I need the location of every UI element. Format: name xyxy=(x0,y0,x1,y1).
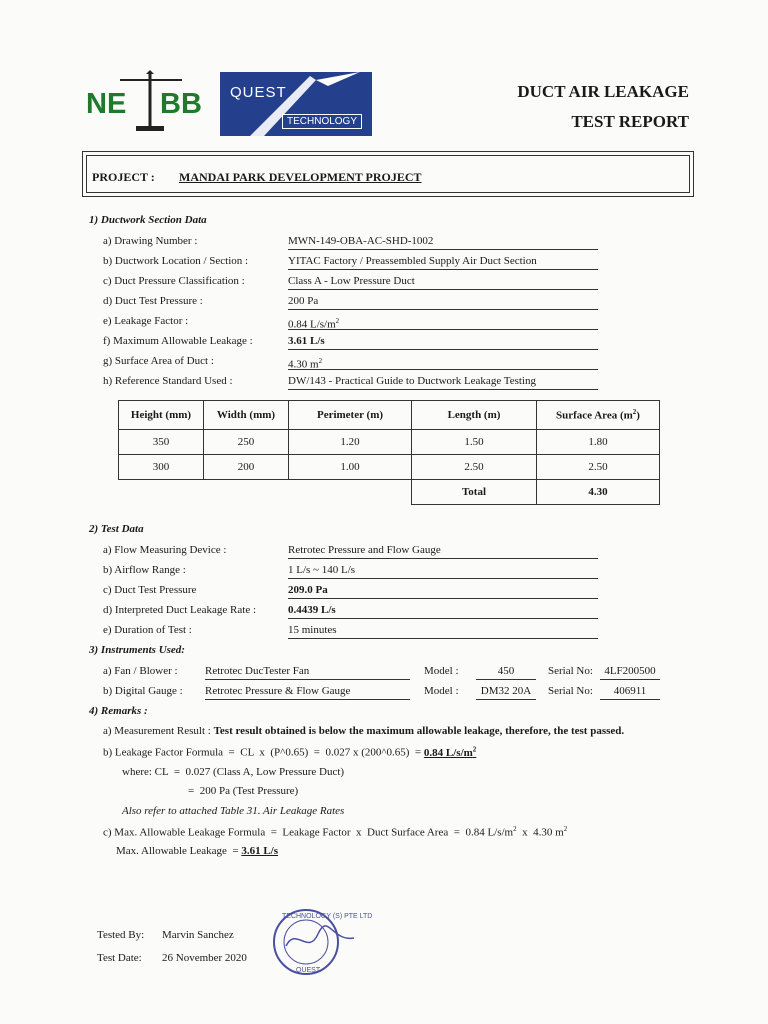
fan-model-value: 450 xyxy=(476,664,536,680)
section3-heading: 3) Instruments Used: xyxy=(89,644,185,656)
table-row xyxy=(119,455,660,480)
duct-location-value: YITAC Factory / Preassembled Supply Air Duct Section xyxy=(288,254,598,270)
leakage-factor-formula: b) Leakage Factor Formula = CL x (P^0.65) = 0.027 x (200^0.65) = 0.84 $L/s/m^2$ xyxy=(103,745,477,759)
max-leakage-label: f) Maximum Allowable Leakage : xyxy=(103,335,253,347)
table-cell: 300 xyxy=(119,455,204,480)
table-cell: 1.80 xyxy=(537,430,660,455)
gauge-value: Retrotec Pressure & Flow Gauge xyxy=(205,684,410,700)
col-surface-area: Surface Area $(m^2)$ xyxy=(537,401,660,430)
tested-by-value: Marvin Sanchez xyxy=(162,929,234,941)
technology-logo-word: TECHNOLOGY xyxy=(282,114,362,129)
total-value: 4.30 xyxy=(537,480,660,505)
test-date-value: 26 November 2020 xyxy=(162,952,247,964)
flow-device-value: Retrotec Pressure and Flow Gauge xyxy=(288,543,598,559)
test-pressure-label: d) Duct Test Pressure : xyxy=(103,295,203,307)
gauge-serial-label: Serial No: xyxy=(548,685,593,697)
airflow-range-value: 1 L/s ~ 140 L/s xyxy=(288,563,598,579)
measurement-result: a) Measurement Result : Test result obtained is below the maximum allowable leakage, therefore, the test passed. xyxy=(103,725,625,737)
section4-heading: 4) Remarks : xyxy=(89,705,148,717)
gauge-model-label: Model : xyxy=(424,685,459,697)
total-label: Total xyxy=(412,480,537,505)
airflow-range-label: b) Airflow Range : xyxy=(103,564,186,576)
duct-test-pressure-label: c) Duct Test Pressure xyxy=(103,584,197,596)
surface-area-table xyxy=(118,400,660,505)
leakage-factor-label: e) Leakage Factor : xyxy=(103,315,189,327)
table-cell: 1.50 xyxy=(412,430,537,455)
fan-model-label: Model : xyxy=(424,665,459,677)
project-label: PROJECT : xyxy=(92,170,155,184)
project-name: MANDAI PARK DEVELOPMENT PROJECT xyxy=(179,170,422,184)
leakage-rate-label: d) Interpreted Duct Leakage Rate : xyxy=(103,604,257,616)
table-cell: 2.50 xyxy=(412,455,537,480)
where-pressure: = 200 Pa (Test Pressure) xyxy=(188,785,299,797)
max-leakage-value: 3.61 L/s xyxy=(288,334,598,350)
reference-standard-value: DW/143 - Practical Guide to Ductwork Leakage Testing xyxy=(288,374,598,390)
stamp-text-top: TECHNOLOGY (S) PTE LTD xyxy=(282,913,373,920)
duration-value: 15 minutes xyxy=(288,623,598,639)
report-title-line2: TEST REPORT xyxy=(571,112,689,131)
flow-device-label: a) Flow Measuring Device : xyxy=(103,544,227,556)
gauge-model-value: DM32 20A xyxy=(476,684,536,700)
drawing-number-value: MWN-149-OBA-AC-SHD-1002 xyxy=(288,234,598,250)
report-title-line1: DUCT AIR LEAKAGE xyxy=(517,82,689,101)
fan-value: Retrotec DucTester Fan xyxy=(205,664,410,680)
max-leakage-formula: c) Max. Allowable Leakage Formula = Leakage Factor x Duct Surface Area = 0.84 $L/s/m^2$ x 4.30 $m^2$ xyxy=(103,825,568,839)
fan-serial-label: Serial No: xyxy=(548,665,593,677)
section1-heading: 1) Ductwork Section Data xyxy=(89,214,207,226)
table-cell: 350 xyxy=(119,430,204,455)
table-cell: 2.50 xyxy=(537,455,660,480)
table-cell: 250 xyxy=(204,430,289,455)
gauge-label: b) Digital Gauge : xyxy=(103,685,183,697)
quest-logo-word: QUEST xyxy=(230,84,287,101)
col-width: Width (mm) xyxy=(204,401,289,430)
col-height: Height (mm) xyxy=(119,401,204,430)
section2-heading: 2) Test Data xyxy=(89,523,144,535)
pressure-class-label: c) Duct Pressure Classification : xyxy=(103,275,245,287)
drawing-number-label: a) Drawing Number : xyxy=(103,235,198,247)
where-cl: where: CL = 0.027 (Class A, Low Pressure Duct) xyxy=(122,766,345,778)
company-stamp xyxy=(262,904,373,984)
leakage-factor-value: 0.84 $L/s/m^2$ xyxy=(288,314,598,330)
fan-serial-value: 4LF200500 xyxy=(600,664,660,680)
nebb-logo-text-left: NE xyxy=(86,88,127,120)
table-cell: 1.00 xyxy=(289,455,412,480)
gauge-serial-value: 406911 xyxy=(600,684,660,700)
reference-standard-label: h) Reference Standard Used : xyxy=(103,375,233,387)
col-perimeter: Perimeter (m) xyxy=(289,401,412,430)
max-leakage-result: Max. Allowable Leakage = 3.61 L/s xyxy=(116,845,279,857)
table-row xyxy=(119,430,660,455)
surface-area-value: 4.30 $m^2$ xyxy=(288,354,598,370)
nebb-logo xyxy=(86,70,214,134)
table-cell: 1.20 xyxy=(289,430,412,455)
leakage-rate-value: 0.4439 L/s xyxy=(288,603,598,619)
also-refer-note: Also refer to attached Table 31. Air Leakage Rates xyxy=(122,805,345,817)
stamp-text-bottom: QUEST xyxy=(296,967,321,974)
fan-label: a) Fan / Blower : xyxy=(103,665,178,677)
duct-location-label: b) Ductwork Location / Section : xyxy=(103,255,249,267)
quest-technology-logo xyxy=(220,72,372,136)
test-pressure-value: 200 Pa xyxy=(288,294,598,310)
table-header-row xyxy=(119,401,660,430)
test-date-label: Test Date: xyxy=(97,952,142,964)
duct-test-pressure-value: 209.0 Pa xyxy=(288,583,598,599)
pressure-class-value: Class A - Low Pressure Duct xyxy=(288,274,598,290)
col-length: Length (m) xyxy=(412,401,537,430)
tested-by-label: Tested By: xyxy=(97,929,145,941)
surface-area-label: g) Surface Area of Duct : xyxy=(103,355,214,367)
stamp-icon xyxy=(262,904,373,984)
nebb-logo-text-right: BB xyxy=(160,88,202,120)
table-cell: 200 xyxy=(204,455,289,480)
duration-label: e) Duration of Test : xyxy=(103,624,192,636)
table-total-row xyxy=(119,480,660,505)
